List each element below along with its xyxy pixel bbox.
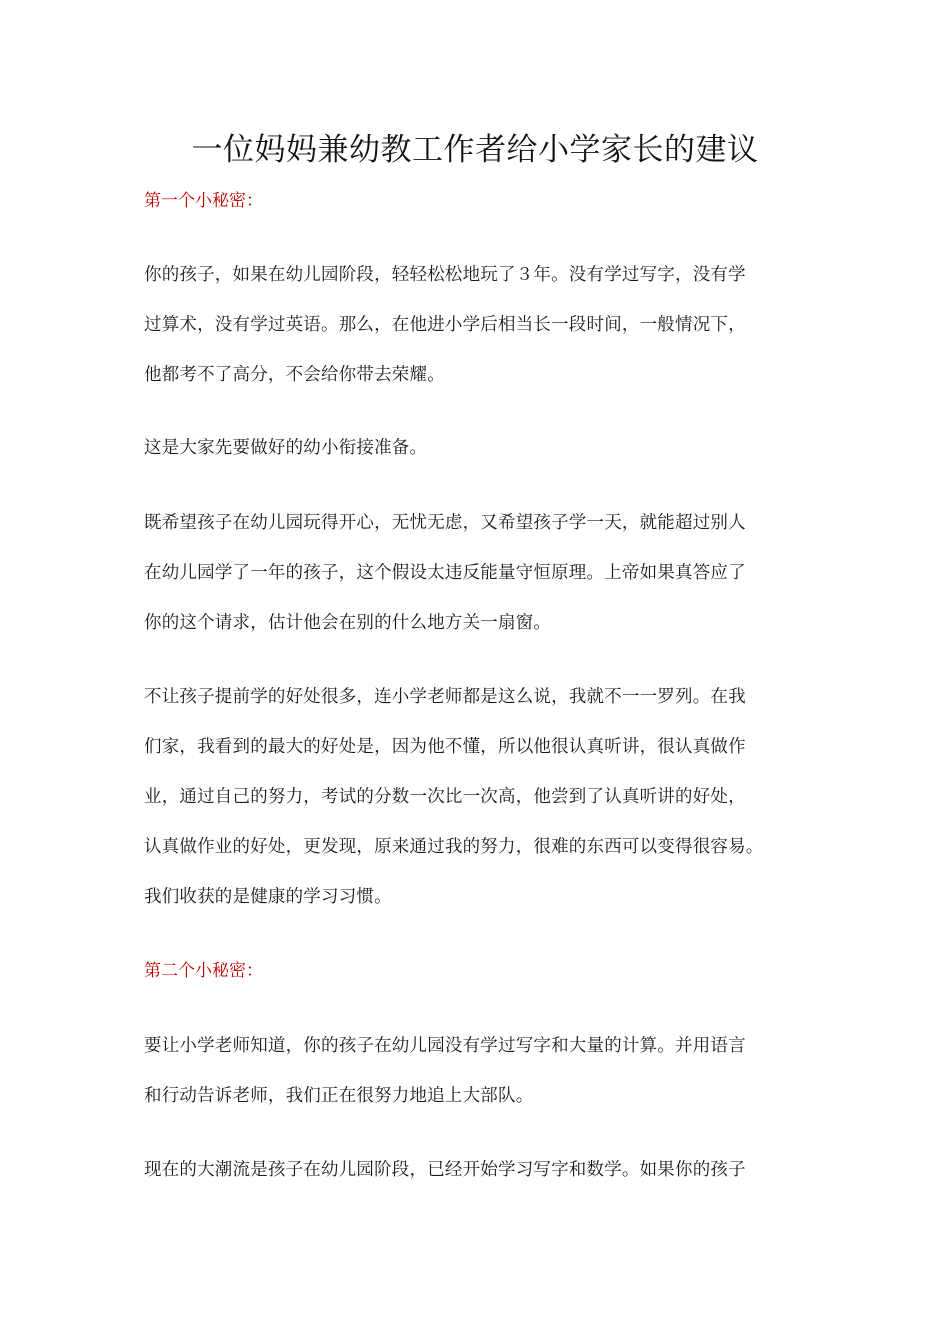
text-line: 你的孩子，如果在幼儿园阶段，轻轻松松地玩了３年。没有学过写字，没有学 — [144, 265, 746, 285]
paragraph-2-1 — [144, 1021, 814, 1121]
document-title: 一位妈妈兼幼教工作者给小学家长的建议 — [191, 132, 759, 168]
text-line: 要让小学老师知道，你的孩子在幼儿园没有学过写字和大量的计算。并用语言 — [144, 1036, 746, 1056]
text-line: 过算术，没有学过英语。那么，在他进小学后相当长一段时间，一般情况下， — [144, 315, 746, 335]
text-line: 们家，我看到的最大的好处是，因为他不懂，所以他很认真听讲，很认真做作 — [144, 737, 746, 757]
text-line: 业，通过自己的努力，考试的分数一次比一次高，他尝到了认真听讲的好处， — [144, 787, 746, 807]
paragraph-1-2 — [144, 423, 814, 473]
text-line: 这是大家先要做好的幼小衔接准备。 — [144, 438, 428, 458]
section-heading-1: 第一个小秘密： — [144, 191, 263, 211]
text-line: 既希望孩子在幼儿园玩得开心，无忧无虑，又希望孩子学一天，就能超过别人 — [144, 513, 746, 533]
text-line: 在幼儿园学了一年的孩子，这个假设太违反能量守恒原理。上帝如果真答应了 — [144, 563, 746, 583]
text-line: 你的这个请求，估计他会在别的什么地方关一扇窗。 — [144, 613, 552, 633]
paragraph-1-4 — [144, 672, 814, 922]
text-line: 现在的大潮流是孩子在幼儿园阶段，已经开始学习写字和数学。如果你的孩子 — [144, 1160, 746, 1180]
text-line: 和行动告诉老师，我们正在很努力地追上大部队。 — [144, 1086, 534, 1106]
text-line: 我们收获的是健康的学习习惯。 — [144, 887, 392, 907]
text-line: 不让孩子提前学的好处很多，连小学老师都是这么说，我就不一一罗列。在我 — [144, 687, 746, 707]
paragraph-1-3 — [144, 498, 814, 648]
paragraph-2-2 — [144, 1145, 814, 1195]
paragraph-1-1 — [144, 250, 814, 400]
text-line: 认真做作业的好处，更发现，原来通过我的努力，很难的东西可以变得很容易。 — [144, 837, 764, 857]
section-heading-2: 第二个小秘密： — [144, 961, 263, 981]
text-line: 他都考不了高分，不会给你带去荣耀。 — [144, 365, 445, 385]
